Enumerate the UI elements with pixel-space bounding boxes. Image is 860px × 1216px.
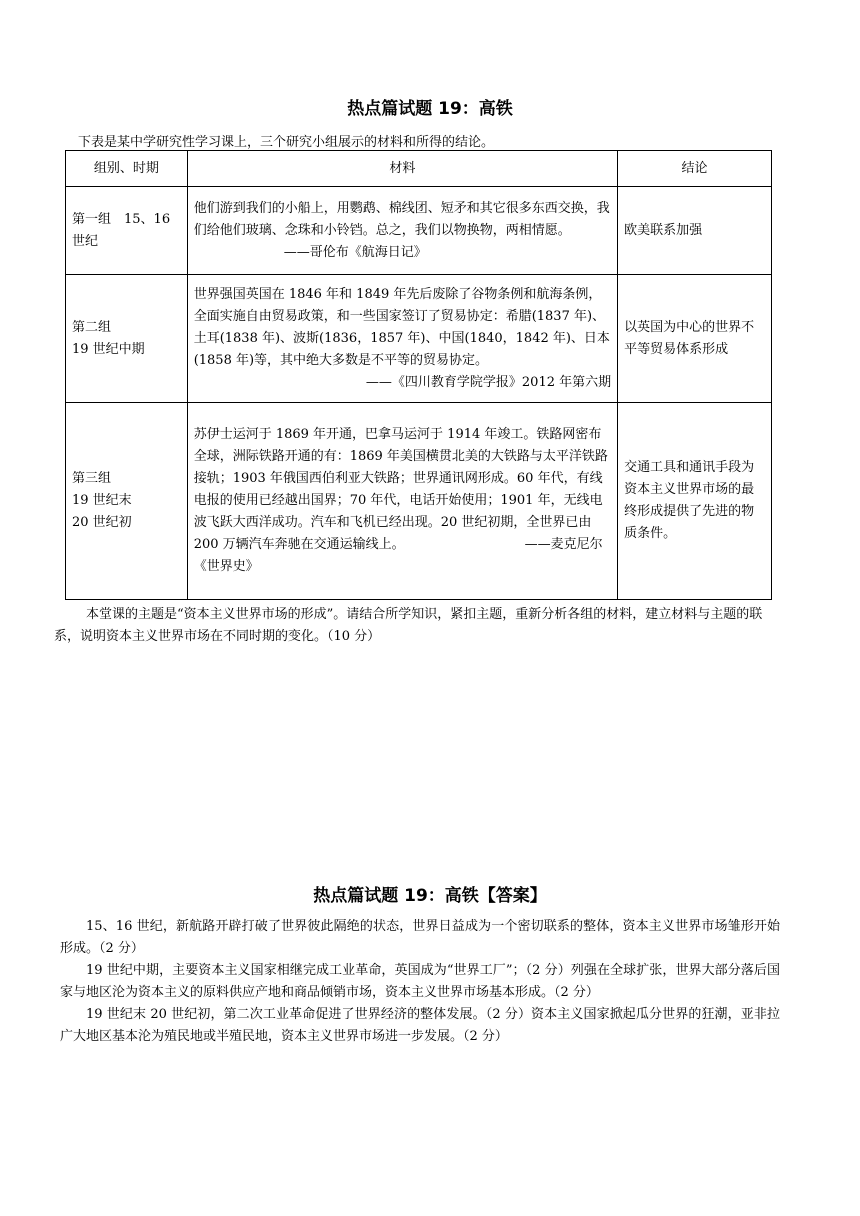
group-line: 世纪 (72, 233, 99, 249)
header-conclusion: 结论 (618, 151, 772, 187)
table-row (66, 187, 772, 275)
table-row (66, 403, 772, 600)
group-cell (66, 187, 188, 275)
table-row (66, 275, 772, 403)
conclusion-cell: 欧美联系加强 (618, 187, 772, 275)
material-cell (187, 403, 617, 600)
header-material: 材料 (187, 151, 617, 187)
conclusion-cell: 以英国为中心的世界不平等贸易体系形成 (618, 275, 772, 403)
materials-table (65, 150, 772, 600)
answer-paragraph: 15、16 世纪，新航路开辟打破了世界彼此隔绝的状态，世界日益成为一个密切联系的整体，资本主义世界市场雏形开始形成。（2 分） (60, 919, 780, 956)
material-cell (187, 187, 617, 275)
group-line: 第三组 (72, 471, 112, 486)
material-source: ——《四川教育学院学报》2012 年第六期 (365, 374, 612, 390)
page-title: 热点篇试题 19：高铁 (347, 99, 513, 119)
answer-section (60, 916, 780, 1048)
group-line: 19 世纪末 (72, 493, 132, 508)
material-text: 世界强国英国在 1846 年和 1849 年先后废除了谷物条例和航海条例，全面实施自由贸易政策，和一些国家签订了贸易协定：希腊(1837 年)、土耳(1838 年)、波斯(1836，1857 年)、中国(1840，1842 年)、日本(1858 年)等，其中绝大多数是不平等的贸易协定。 (193, 286, 610, 368)
material-source: ——麦克尼尔《世界史》 (193, 537, 603, 574)
group-cell (66, 403, 188, 600)
answer-paragraph: 19 世纪末 20 世纪初，第二次工业革命促进了世界经济的整体发展。（2 分）资本主义国家掀起瓜分世界的狂潮，亚非拉广大地区基本沦为殖民地或半殖民地，资本主义世界市场进一步发展。（2 分） (60, 1007, 780, 1044)
table-header-row (66, 151, 772, 187)
header-group: 组别、时期 (66, 151, 188, 187)
material-text: 苏伊士运河于 1869 年开通，巴拿马运河于 1914 年竣工。铁路网密布全球，洲际铁路开通的有：1869 年美国横贯北美的大铁路与太平洋铁路接轨；1903 年俄国西伯利亚大铁路；世界通讯网形成。60 年代，有线电报的使用已经越出国界；70 年代，电话开始使用；1901 年，无线电波飞跃大西洋成功。汽车和飞机已经出现。20 世纪初期，全世界已由 200 万辆汽车奔驰在交通运输线上。 (193, 427, 608, 552)
group-line: 第一组 15、16 (72, 211, 171, 227)
group-line: 19 世纪中期 (72, 341, 145, 357)
answer-title: 热点篇试题 19：高铁【答案】 (313, 886, 547, 906)
group-cell (66, 275, 188, 403)
group-line: 第二组 (72, 319, 112, 335)
material-text: 他们游到我们的小船上，用鹦鹉、棉线团、短矛和其它很多东西交换，我们给他们玻璃、念珠和小铃铛。总之，我们以物换物，两相情愿。 (193, 200, 610, 238)
question-text: 本堂课的主题是“资本主义世界市场的形成”。请结合所学知识，紧扣主题，重新分析各组的材料，建立材料与主题的联系，说明资本主义世界市场在不同时期的变化。（10 分） (54, 607, 763, 644)
conclusion-cell: 交通工具和通讯手段为资本主义世界市场的最终形成提供了先进的物质条件。 (618, 403, 772, 600)
material-source: ——哥伦布《航海日记》 (283, 244, 427, 260)
intro-text: 下表是某中学研究性学习课上，三个研究小组展示的材料和所得的结论。 (78, 135, 495, 150)
group-line: 20 世纪初 (72, 515, 132, 530)
answer-paragraph: 19 世纪中期，主要资本主义国家相继完成工业革命，英国成为“世界工厂”；（2 分）列强在全球扩张，世界大部分落后国家与地区沦为资本主义的原料供应产地和商品倾销市场，资本主义世界市场基本形成。（2 分） (60, 963, 780, 1000)
material-cell (187, 275, 617, 403)
